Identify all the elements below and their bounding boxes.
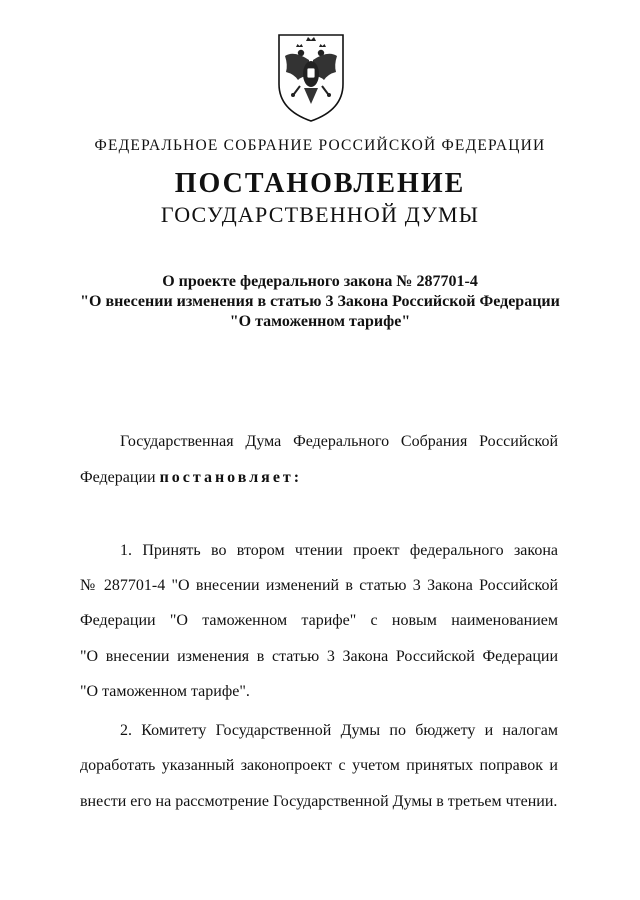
- preamble-prefix: Федерации: [80, 469, 156, 486]
- preamble-line: Государственная Дума Федерального Собрания Российской: [120, 433, 558, 450]
- title-line: О проекте федерального закона № 287701-4: [162, 273, 478, 290]
- document-issuer: ГОСУДАРСТВЕННОЙ ДУМЫ: [160, 202, 480, 227]
- coat-of-arms-icon: [276, 32, 346, 124]
- assembly-name: ФЕДЕРАЛЬНОЕ СОБРАНИЕ РОССИЙСКОЙ ФЕДЕРАЦИИ: [94, 137, 546, 154]
- item-2-line: доработать указанный законопроект с учетом принятых поправок и: [80, 757, 558, 774]
- document-type: ПОСТАНОВЛЕНИЕ: [174, 168, 466, 199]
- item-1-line: "О таможенном тарифе".: [80, 683, 250, 700]
- preamble-line: [80, 469, 558, 487]
- title-line: "О внесении изменения в статью 3 Закона Российской Федерации: [80, 293, 560, 310]
- item-1-line: № 287701-4 "О внесении изменений в статью 3 Закона Российской: [80, 577, 558, 594]
- title-line: "О таможенном тарифе": [229, 313, 411, 330]
- item-1-line: Федерации "О таможенном тарифе" с новым наименованием: [80, 612, 558, 629]
- item-2-line: 2. Комитету Государственной Думы по бюджету и налогам: [120, 722, 558, 739]
- item-1-line: "О внесении изменения в статью 3 Закона Российской Федерации: [80, 648, 558, 665]
- document-title: [0, 272, 640, 332]
- item-1-line: 1. Принять во втором чтении проект федерального закона: [120, 542, 558, 559]
- item-2-line: внести его на рассмотрение Государственной Думы в третьем чтении.: [80, 793, 558, 810]
- preamble-verb: постановляет:: [159, 469, 303, 486]
